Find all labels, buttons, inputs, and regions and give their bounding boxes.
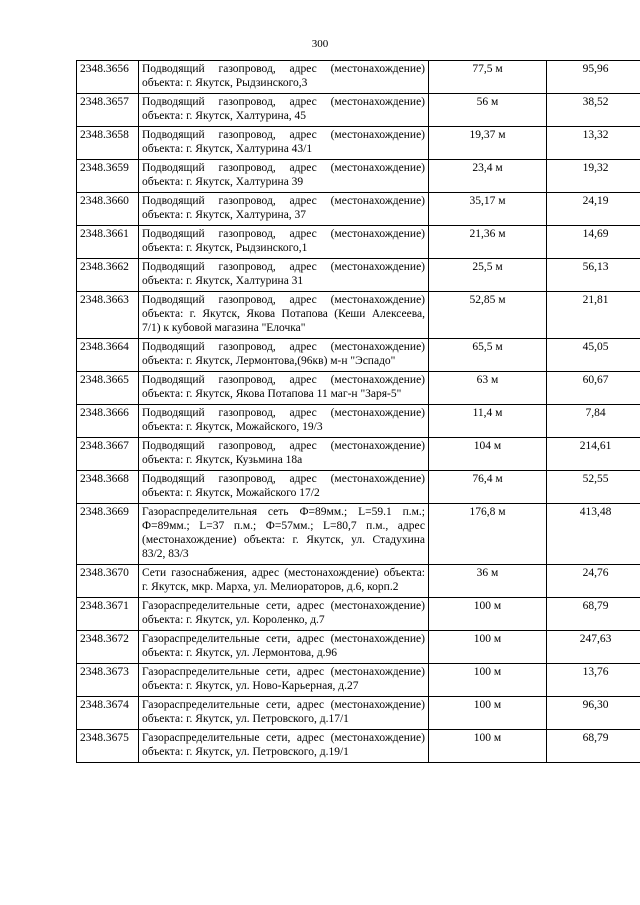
length-cell: 63 м: [429, 372, 547, 405]
row-number-cell: 2348.3667: [77, 438, 139, 471]
row-number-cell: 2348.3675: [77, 730, 139, 763]
length-cell: 11,4 м: [429, 405, 547, 438]
value-cell: 60,67: [547, 372, 640, 405]
value-cell: 24,76: [547, 565, 640, 598]
row-number-cell: 2348.3674: [77, 697, 139, 730]
row-number-cell: 2348.3660: [77, 193, 139, 226]
object-name-cell: Газораспределительные сети, адрес (местонахождение) объекта: г. Якутск, ул. Короленко, д.7: [139, 598, 429, 631]
length-cell: 100 м: [429, 598, 547, 631]
object-name-cell: Газораспределительные сети, адрес (местонахождение) объекта: г. Якутск, ул. Ново-Карьерная, д.27: [139, 664, 429, 697]
row-number-cell: 2348.3658: [77, 127, 139, 160]
length-cell: 19,37 м: [429, 127, 547, 160]
length-cell: 176,8 м: [429, 504, 547, 565]
object-name-cell: Подводящий газопровод, адрес (местонахождение) объекта: г. Якутск, Можайского 17/2: [139, 471, 429, 504]
object-name-cell: Подводящий газопровод, адрес (местонахождение) объекта: г. Якутск, Кузьмина 18а: [139, 438, 429, 471]
value-cell: 413,48: [547, 504, 640, 565]
row-number-cell: 2348.3661: [77, 226, 139, 259]
row-number-cell: 2348.3673: [77, 664, 139, 697]
table-row: [77, 160, 640, 193]
table-row: [77, 372, 640, 405]
length-cell: 104 м: [429, 438, 547, 471]
table-row: [77, 730, 640, 763]
row-number-cell: 2348.3670: [77, 565, 139, 598]
value-cell: 7,84: [547, 405, 640, 438]
length-cell: 77,5 м: [429, 61, 547, 94]
value-cell: 13,76: [547, 664, 640, 697]
object-name-cell: Подводящий газопровод, адрес (местонахождение) объекта: г. Якутск, Халтурина 39: [139, 160, 429, 193]
table-row: [77, 664, 640, 697]
row-number-cell: 2348.3657: [77, 94, 139, 127]
object-name-cell: Подводящий газопровод, адрес (местонахождение) объекта: г. Якутск, Якова Потапова (Кеши Алексеева, 7/1) к кубовой магазина "Елочка": [139, 292, 429, 339]
value-cell: 45,05: [547, 339, 640, 372]
object-name-cell: Подводящий газопровод, адрес (местонахождение) объекта: г. Якутск, Халтурина, 37: [139, 193, 429, 226]
length-cell: 56 м: [429, 94, 547, 127]
table-row: [77, 697, 640, 730]
value-cell: 21,81: [547, 292, 640, 339]
value-cell: 13,32: [547, 127, 640, 160]
value-cell: 14,69: [547, 226, 640, 259]
table-row: [77, 259, 640, 292]
table-row: [77, 438, 640, 471]
object-name-cell: Подводящий газопровод, адрес (местонахождение) объекта: г. Якутск, Рыдзинского,1: [139, 226, 429, 259]
value-cell: 95,96: [547, 61, 640, 94]
registry-table: [76, 60, 640, 763]
row-number-cell: 2348.3666: [77, 405, 139, 438]
table-row: [77, 631, 640, 664]
object-name-cell: Подводящий газопровод, адрес (местонахождение) объекта: г. Якутск, Халтурина 43/1: [139, 127, 429, 160]
value-cell: 38,52: [547, 94, 640, 127]
row-number-cell: 2348.3669: [77, 504, 139, 565]
object-name-cell: Газораспределительные сети, адрес (местонахождение) объекта: г. Якутск, ул. Петровского, д.17/1: [139, 697, 429, 730]
value-cell: 68,79: [547, 598, 640, 631]
row-number-cell: 2348.3659: [77, 160, 139, 193]
table-row: [77, 94, 640, 127]
length-cell: 100 м: [429, 631, 547, 664]
table-row: [77, 226, 640, 259]
length-cell: 52,85 м: [429, 292, 547, 339]
page-number: 300: [311, 38, 329, 50]
row-number-cell: 2348.3662: [77, 259, 139, 292]
table-row: [77, 339, 640, 372]
table-row: [77, 598, 640, 631]
value-cell: 247,63: [547, 631, 640, 664]
object-name-cell: Подводящий газопровод, адрес (местонахождение) объекта: г. Якутск, Рыдзинского,3: [139, 61, 429, 94]
object-name-cell: Газораспределительные сети, адрес (местонахождение) объекта: г. Якутск, ул. Лермонтова, д.96: [139, 631, 429, 664]
value-cell: 19,32: [547, 160, 640, 193]
table-row: [77, 193, 640, 226]
length-cell: 25,5 м: [429, 259, 547, 292]
row-number-cell: 2348.3663: [77, 292, 139, 339]
object-name-cell: Газораспределительные сети, адрес (местонахождение) объекта: г. Якутск, ул. Петровского, д.19/1: [139, 730, 429, 763]
row-number-cell: 2348.3671: [77, 598, 139, 631]
registry-table-body: [77, 61, 640, 763]
length-cell: 23,4 м: [429, 160, 547, 193]
row-number-cell: 2348.3668: [77, 471, 139, 504]
row-number-cell: 2348.3656: [77, 61, 139, 94]
value-cell: 24,19: [547, 193, 640, 226]
object-name-cell: Сети газоснабжения, адрес (местонахождение) объекта: г. Якутск, мкр. Марха, ул. Мелиораторов, д.6, корп.2: [139, 565, 429, 598]
length-cell: 100 м: [429, 664, 547, 697]
table-row: [77, 61, 640, 94]
length-cell: 36 м: [429, 565, 547, 598]
length-cell: 76,4 м: [429, 471, 547, 504]
object-name-cell: Подводящий газопровод, адрес (местонахождение) объекта: г. Якутск, Халтурина 31: [139, 259, 429, 292]
table-row: [77, 504, 640, 565]
length-cell: 21,36 м: [429, 226, 547, 259]
row-number-cell: 2348.3665: [77, 372, 139, 405]
object-name-cell: Подводящий газопровод, адрес (местонахождение) объекта: г. Якутск, Лермонтова,(96кв) м-н "Эспадо": [139, 339, 429, 372]
table-row: [77, 292, 640, 339]
value-cell: 68,79: [547, 730, 640, 763]
row-number-cell: 2348.3672: [77, 631, 139, 664]
value-cell: 214,61: [547, 438, 640, 471]
length-cell: 100 м: [429, 730, 547, 763]
object-name-cell: Подводящий газопровод, адрес (местонахождение) объекта: г. Якутск, Якова Потапова 11 маг-н "Заря-5": [139, 372, 429, 405]
table-row: [77, 405, 640, 438]
length-cell: 35,17 м: [429, 193, 547, 226]
value-cell: 52,55: [547, 471, 640, 504]
row-number-cell: 2348.3664: [77, 339, 139, 372]
value-cell: 96,30: [547, 697, 640, 730]
table-row: [77, 471, 640, 504]
object-name-cell: Подводящий газопровод, адрес (местонахождение) объекта: г. Якутск, Можайского, 19/3: [139, 405, 429, 438]
object-name-cell: Газораспределительная сеть Ф=89мм.; L=59.1 п.м.; Ф=89мм.; L=37 п.м.; Ф=57мм.; L=80,7 п.м., адрес (местонахождение) объекта: г. Якутск, ул. Стадухина 83/2, 83/3: [139, 504, 429, 565]
length-cell: 65,5 м: [429, 339, 547, 372]
length-cell: 100 м: [429, 697, 547, 730]
table-row: [77, 127, 640, 160]
object-name-cell: Подводящий газопровод, адрес (местонахождение) объекта: г. Якутск, Халтурина, 45: [139, 94, 429, 127]
value-cell: 56,13: [547, 259, 640, 292]
table-row: [77, 565, 640, 598]
